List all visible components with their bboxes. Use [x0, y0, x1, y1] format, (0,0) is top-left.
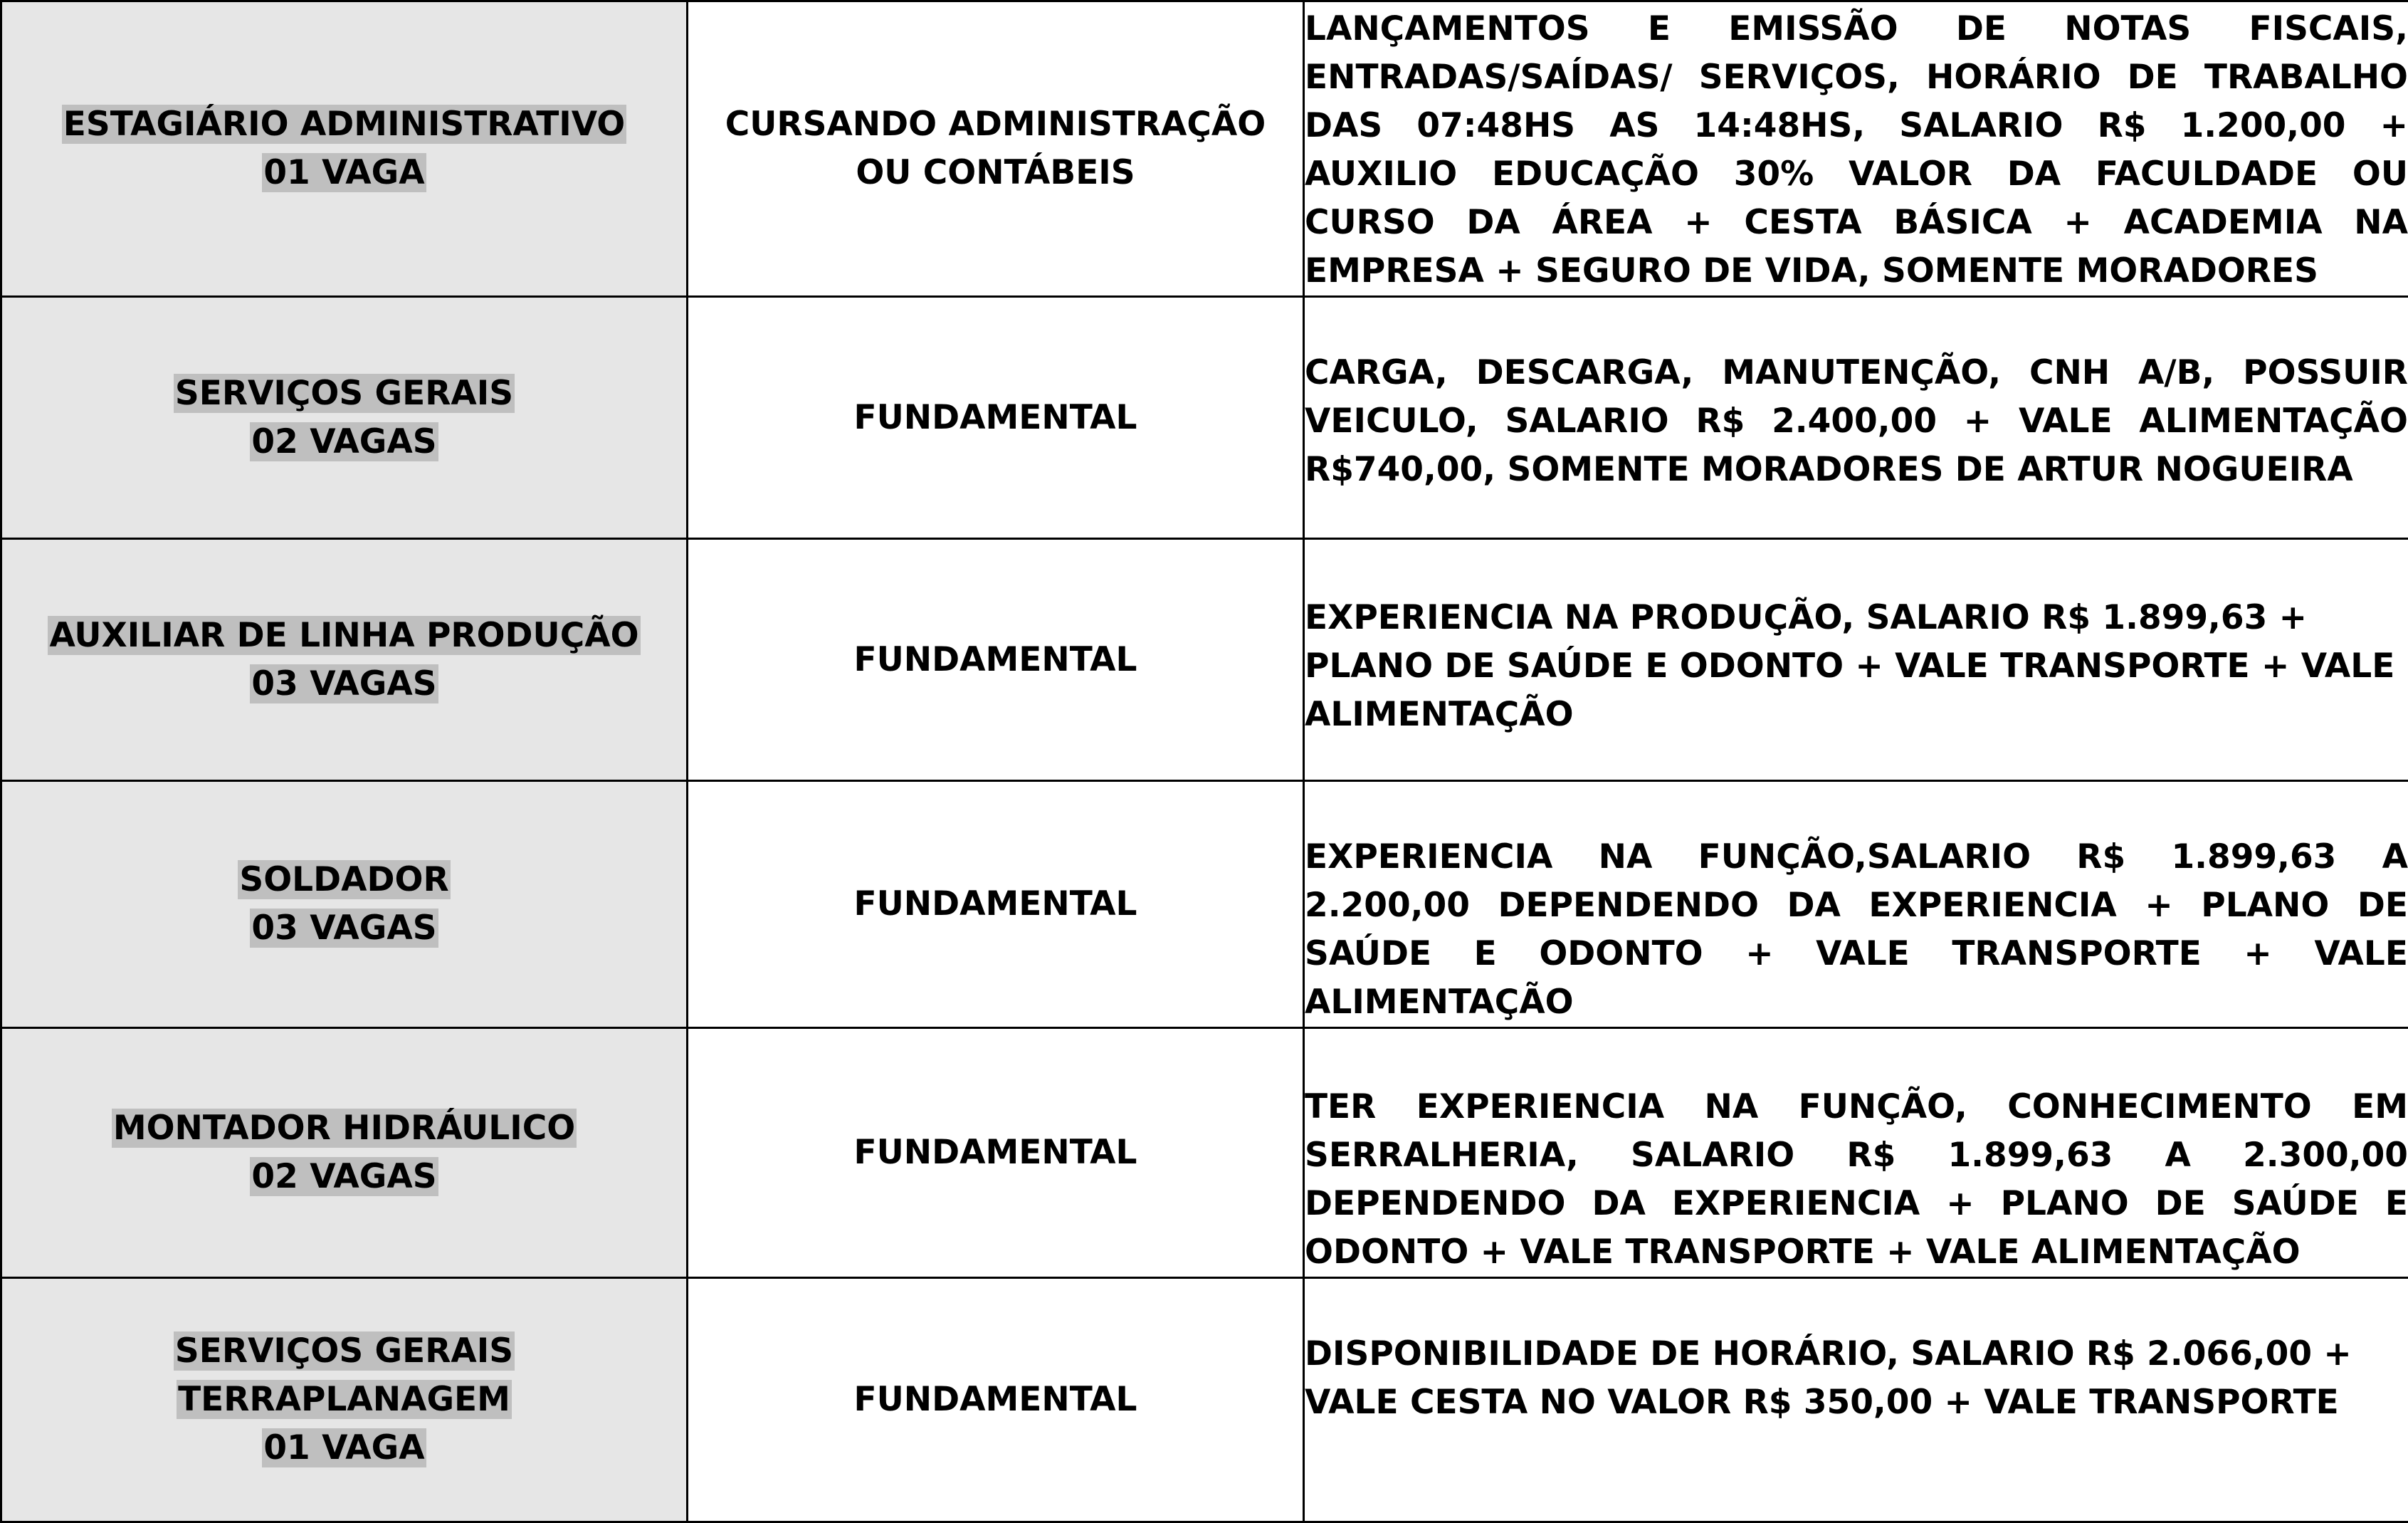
job-requirement: FUNDAMENTAL [688, 1028, 1304, 1278]
job-description: EXPERIENCIA NA FUNÇÃO,SALARIO R$ 1.899,63 A 2.200,00 DEPENDENDO DA EXPERIENCIA + PLANO DE SAÚDE E ODONTO + VALE TRANSPORTE + VALE ALIMENTAÇÃO [1304, 781, 2408, 1028]
job-requirement: FUNDAMENTAL [688, 1278, 1304, 1522]
job-title-cell [1, 1028, 688, 1278]
table-row [1, 1028, 2408, 1278]
job-description: EXPERIENCIA NA PRODUÇÃO, SALARIO R$ 1.899,63 + PLANO DE SAÚDE E ODONTO + VALE TRANSPORTE + VALE ALIMENTAÇÃO [1304, 539, 2408, 781]
table-row [1, 1, 2408, 297]
job-requirement: OU CONTÁBEIS [688, 149, 1303, 197]
table-row [1, 1278, 2408, 1522]
job-vacancies: 01 VAGA [262, 1428, 426, 1467]
job-title-cell [1, 1278, 688, 1522]
job-requirement: FUNDAMENTAL [688, 539, 1304, 781]
job-description: VALE CESTA NO VALOR R$ 350,00 + VALE TRANSPORTE [1305, 1378, 2408, 1427]
job-title: SOLDADOR [238, 860, 450, 899]
job-title-cell [1, 1, 688, 297]
job-title-cell [1, 297, 688, 539]
job-title: SERVIÇOS GERAIS [174, 374, 515, 413]
job-vacancies: 02 VAGAS [250, 1157, 438, 1196]
job-title: AUXILIAR DE LINHA PRODUÇÃO [48, 616, 640, 655]
job-description: DISPONIBILIDADE DE HORÁRIO, SALARIO R$ 2.066,00 + [1305, 1330, 2408, 1378]
job-requirement: FUNDAMENTAL [688, 781, 1304, 1028]
job-description: TER EXPERIENCIA NA FUNÇÃO, CONHECIMENTO EM SERRALHERIA, SALARIO R$ 1.899,63 A 2.300,00 DEPENDENDO DA EXPERIENCIA + PLANO DE SAÚDE E ODONTO + VALE TRANSPORTE + VALE ALIMENTAÇÃO [1304, 1028, 2408, 1278]
table-row [1, 297, 2408, 539]
job-description: CARGA, DESCARGA, MANUTENÇÃO, CNH A/B, POSSUIR VEICULO, SALARIO R$ 2.400,00 + VALE ALIMENTAÇÃO R$740,00, SOMENTE MORADORES DE ARTUR NOGUEIRA [1304, 297, 2408, 539]
job-title-cell [1, 539, 688, 781]
job-requirement: FUNDAMENTAL [688, 297, 1304, 539]
table-row [1, 539, 2408, 781]
job-description-cell [1304, 1278, 2408, 1522]
job-title: SERVIÇOS GERAIS [174, 1331, 515, 1371]
job-title: ESTAGIÁRIO ADMINISTRATIVO [62, 105, 627, 144]
job-requirement-cell [688, 1, 1304, 297]
job-title: TERRAPLANAGEM [177, 1380, 512, 1419]
job-vacancies: 03 VAGAS [250, 664, 438, 703]
job-title: MONTADOR HIDRÁULICO [112, 1109, 577, 1148]
job-requirement: CURSANDO ADMINISTRAÇÃO [688, 100, 1303, 149]
job-title-cell [1, 781, 688, 1028]
job-vacancies: 03 VAGAS [250, 909, 438, 948]
job-description: LANÇAMENTOS E EMISSÃO DE NOTAS FISCAIS, ENTRADAS/SAÍDAS/ SERVIÇOS, HORÁRIO DE TRABALHO DAS 07:48HS AS 14:48HS, SALARIO R$ 1.200,00 + AUXILIO EDUCAÇÃO 30% VALOR DA FACULDADE OU CURSO DA ÁREA + CESTA BÁSICA + ACADEMIA NA EMPRESA + SEGURO DE VIDA, SOMENTE MORADORES [1304, 1, 2408, 297]
job-vacancies: 02 VAGAS [250, 422, 438, 461]
table-row [1, 781, 2408, 1028]
job-vacancies: 01 VAGA [262, 153, 426, 192]
